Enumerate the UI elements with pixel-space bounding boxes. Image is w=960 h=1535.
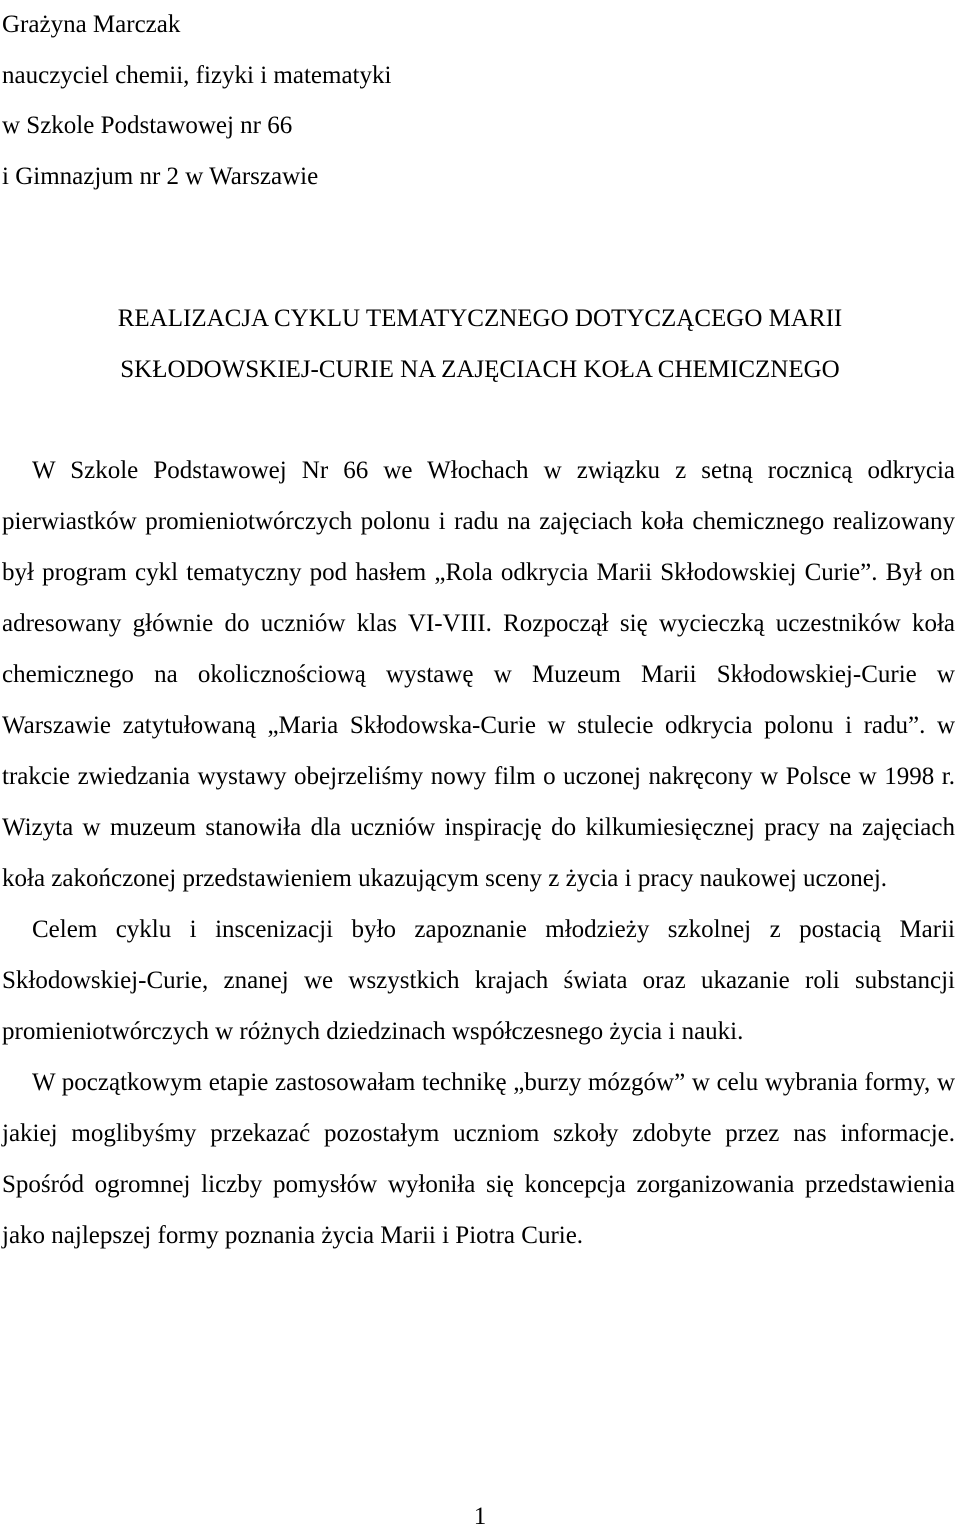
title-line-2: SKŁODOWSKIEJ-CURIE NA ZAJĘCIACH KOŁA CHEMICZNEGO [120,356,840,383]
author-block [2,0,391,202]
paragraph-3: W początkowym etapie zastosowałam technikę „burzy mózgów” w celu wybrania formy, w jakiej moglibyśmy przekazać pozostałym uczniom szkoły zdobyte przez nas informacje. Spośród ogromnej liczby pomysłów wyłoniła się koncepcja zorganizowania przedstawienia jako najlepszej formy poznania życia Marii i Piotra Curie. [2,1069,955,1249]
body-text [2,445,955,1261]
paragraph-1: W Szkole Podstawowej Nr 66 we Włochach w związku z setną rocznicą odkrycia pierwiastków promieniotwórczych polonu i radu na zajęciach koła chemicznego realizowany był program cykl tematyczny pod hasłem „Rola odkrycia Marii Skłodowskiej Curie”. Był on adresowany głównie do uczniów klas VI-VIII. Rozpoczął się wycieczką uczestników koła chemicznego na okolicznościową wystawę w Muzeum Marii Skłodowskiej-Curie w Warszawie zatytułowaną „Maria Skłodowska-Curie w stulecie odkrycia polonu i radu”. w trakcie zwiedzania wystawy obejrzeliśmy nowy film o uczonej nakręcony w Polsce w 1998 r. Wizyta w muzeum stanowiła dla uczniów inspirację do kilkumiesięcznej pracy na zajęciach koła zakończonej przedstawieniem ukazującym sceny z życia i pracy naukowej uczonej. [2,457,955,892]
page-number: 1 [473,1503,487,1530]
author-school-line-1: w Szkole Podstawowej nr 66 [2,112,293,139]
document-title [0,293,960,395]
author-school-line-2: i Gimnazjum nr 2 w Warszawie [2,162,319,190]
paragraph-2: Celem cyklu i inscenizacji było zapoznanie młodzieży szkolnej z postacią Marii Skłodowskiej-Curie, znanej we wszystkich krajach świata oraz ukazanie roli substancji promieniotwórczych w różnych dziedzinach współczesnego życia i nauki. [2,916,955,1045]
title-line-1: REALIZACJA CYKLU TEMATYCZNEGO DOTYCZĄCEGO MARII [117,305,843,332]
author-name: Grażyna Marczak [2,11,181,38]
author-role: nauczyciel chemii, fizyki i matematyki [2,61,392,89]
